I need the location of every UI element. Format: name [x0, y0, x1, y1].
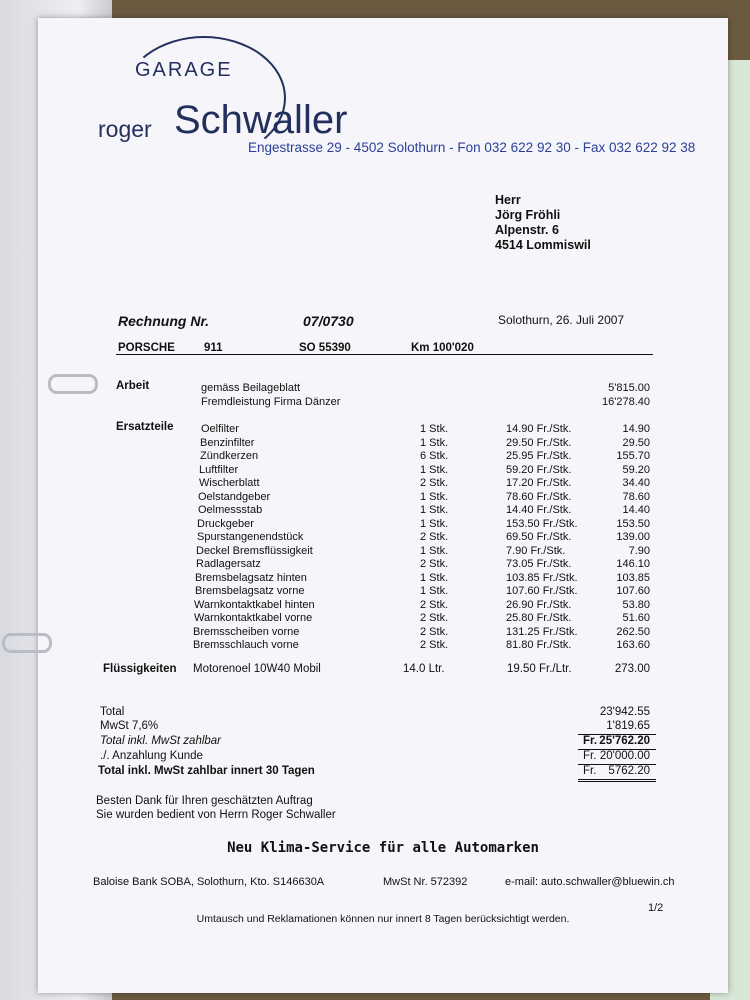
thanks-line-1: Besten Dank für Ihren geschätzten Auftrag — [96, 795, 313, 807]
vehicle-km: Km 100'020 — [411, 342, 474, 354]
part-total: 262.50 — [616, 625, 650, 638]
part-price: 107.60 Fr./Stk. — [506, 585, 578, 597]
thanks-line-2: Sie wurden bedient von Herrn Roger Schwaller — [96, 809, 336, 821]
fluid-price: 19.50 Fr./Ltr. — [507, 663, 572, 675]
part-qty: 1 Stk. — [420, 504, 449, 516]
part-desc: Bremsscheiben vorne — [193, 625, 300, 638]
customer-city: 4514 Lommiswil — [495, 238, 591, 252]
part-price: 14.90 Fr./Stk. — [506, 423, 572, 435]
mwst-value: 1'819.65 — [606, 720, 650, 732]
arbeit-row — [38, 396, 728, 409]
part-price: 26.90 Fr./Stk. — [506, 598, 572, 611]
footer-mwst: MwSt Nr. 572392 — [383, 876, 468, 888]
part-qty: 1 Stk. — [420, 423, 449, 435]
section-ersatzteile: Ersatzteile — [116, 421, 174, 433]
part-price: 25.95 Fr./Stk. — [506, 450, 572, 462]
part-row — [38, 612, 728, 625]
section-arbeit: Arbeit — [116, 380, 150, 392]
part-qty: 2 Stk. — [420, 625, 449, 638]
part-total: 7.90 — [628, 544, 650, 557]
footer-bank: Baloise Bank SOBA, Solothurn, Kto. S146630A — [93, 876, 325, 888]
part-row — [38, 450, 728, 463]
part-qty: 1 Stk. — [420, 585, 449, 597]
vehicle-make: PORSCHE — [118, 342, 175, 354]
fluid-total: 273.00 — [614, 663, 650, 675]
part-row — [38, 477, 728, 490]
part-desc: Bremsbelagsatz hinten — [195, 571, 307, 584]
part-price: 59.20 Fr./Stk. — [506, 463, 572, 476]
part-total: 146.10 — [616, 558, 650, 570]
part-desc: Warnkontaktkabel hinten — [194, 598, 315, 611]
logo-garage: GARAGE — [135, 59, 233, 81]
footer-email: e-mail: auto.schwaller@bluewin.ch — [505, 876, 675, 888]
part-row — [38, 423, 728, 436]
final-currency: Fr. — [583, 765, 597, 777]
invoice-label: Rechnung Nr. — [118, 313, 210, 329]
part-desc: Bremsschlauch vorne — [193, 639, 299, 651]
part-price: 131.25 Fr./Stk. — [506, 625, 578, 638]
part-total: 139.00 — [616, 531, 650, 543]
section-fluessigkeiten: Flüssigkeiten — [103, 663, 177, 675]
arbeit-desc: gemäss Beilageblatt — [201, 382, 301, 394]
part-total: 14.90 — [622, 423, 650, 435]
fluid-row — [38, 663, 728, 676]
part-desc: Radlagersatz — [196, 558, 261, 570]
inkl-label: Total inkl. MwSt zahlbar — [100, 735, 222, 747]
part-total: 153.50 — [616, 517, 650, 530]
mwst-row — [38, 720, 728, 733]
part-qty: 1 Stk. — [420, 571, 449, 584]
part-desc: Druckgeber — [197, 517, 254, 530]
part-row — [38, 504, 728, 517]
footer-notice: Umtausch und Reklamationen können nur innert 8 Tagen berücksichtigt werden. — [196, 913, 570, 925]
part-desc: Oelmessstab — [198, 504, 263, 516]
part-total: 163.60 — [616, 639, 650, 651]
fluid-qty: 14.0 Ltr. — [403, 663, 445, 675]
invoice-number: 07/0730 — [303, 313, 354, 329]
total-label: Total — [100, 706, 125, 718]
part-total: 14.40 — [622, 504, 650, 516]
part-price: 17.20 Fr./Stk. — [506, 477, 572, 489]
part-qty: 2 Stk. — [420, 531, 449, 543]
arbeit-total: 5'815.00 — [608, 382, 650, 394]
part-row — [38, 518, 728, 531]
part-row — [38, 585, 728, 598]
customer-salutation: Herr — [495, 193, 521, 207]
part-price: 7.90 Fr./Stk. — [506, 544, 566, 557]
part-row — [38, 558, 728, 571]
part-total: 107.60 — [616, 585, 650, 597]
part-desc: Zündkerzen — [200, 450, 259, 462]
binder-ring-top — [48, 374, 98, 394]
part-qty: 2 Stk. — [420, 612, 449, 624]
part-desc: Wischerblatt — [199, 477, 260, 489]
letterhead-address: Engestrasse 29 - 4502 Solothurn - Fon 032 622 92 30 - Fax 032 622 92 38 — [248, 140, 696, 155]
anzahlung-label: ./. Anzahlung Kunde — [100, 750, 203, 762]
part-desc: Oelstandgeber — [198, 490, 271, 503]
final-row — [38, 765, 728, 778]
anzahlung-row — [38, 750, 728, 763]
arbeit-row — [38, 382, 728, 395]
part-total: 59.20 — [622, 463, 650, 476]
part-row — [38, 491, 728, 504]
vehicle-plate: SO 55390 — [299, 342, 351, 354]
vehicle-underline — [116, 354, 653, 355]
total-value: 23'942.55 — [599, 706, 650, 718]
part-price: 69.50 Fr./Stk. — [506, 531, 572, 543]
part-desc: Bremsbelagsatz vorne — [195, 585, 305, 597]
part-row — [38, 626, 728, 639]
mwst-label: MwSt 7,6% — [100, 720, 159, 732]
part-qty: 2 Stk. — [420, 558, 449, 570]
part-row — [38, 545, 728, 558]
customer-name: Jörg Fröhli — [495, 208, 561, 222]
part-qty: 2 Stk. — [420, 477, 449, 489]
invoice-sheet — [38, 18, 728, 993]
total-row — [38, 706, 728, 719]
part-total: 103.85 — [616, 571, 650, 584]
part-row — [38, 599, 728, 612]
part-row — [38, 437, 728, 450]
inkl-row — [38, 735, 728, 748]
invoice-date: Solothurn, 26. Juli 2007 — [498, 313, 625, 327]
part-qty: 1 Stk. — [420, 490, 449, 503]
part-price: 103.85 Fr./Stk. — [506, 571, 578, 584]
part-desc: Luftfilter — [199, 463, 239, 476]
part-row — [38, 572, 728, 585]
part-desc: Benzinfilter — [200, 436, 255, 449]
page-number: 1/2 — [648, 902, 664, 914]
part-qty: 2 Stk. — [420, 639, 449, 651]
final-line-2 — [578, 781, 656, 782]
part-price: 73.05 Fr./Stk. — [506, 558, 572, 570]
part-price: 81.80 Fr./Stk. — [506, 639, 572, 651]
anzahlung-currency: Fr. — [583, 750, 597, 762]
part-qty: 6 Stk. — [420, 450, 449, 462]
part-desc: Oelfilter — [201, 423, 239, 435]
part-total: 78.60 — [622, 490, 650, 503]
part-total: 155.70 — [616, 450, 650, 462]
inkl-currency: Fr. — [583, 735, 598, 747]
final-line-1 — [578, 779, 656, 780]
part-desc: Deckel Bremsflüssigkeit — [196, 544, 313, 557]
part-row — [38, 464, 728, 477]
klima-slogan: Neu Klima-Service für alle Automarken — [227, 840, 539, 856]
part-desc: Spurstangenendstück — [197, 531, 304, 543]
part-qty: 1 Stk. — [420, 544, 449, 557]
part-total: 53.80 — [622, 598, 650, 611]
part-qty: 1 Stk. — [420, 436, 449, 449]
arbeit-total: 16'278.40 — [602, 396, 650, 408]
vehicle-model: 911 — [204, 342, 223, 354]
customer-address — [495, 193, 591, 253]
arbeit-desc: Fremdleistung Firma Dänzer — [201, 396, 341, 408]
part-row — [38, 639, 728, 652]
customer-street: Alpenstr. 6 — [495, 223, 559, 237]
inkl-value: 25'762.20 — [599, 735, 650, 747]
part-desc: Warnkontaktkabel vorne — [194, 612, 313, 624]
part-price: 14.40 Fr./Stk. — [506, 504, 572, 516]
part-qty: 1 Stk. — [420, 463, 449, 476]
part-price: 25.80 Fr./Stk. — [506, 612, 572, 624]
final-label: Total inkl. MwSt zahlbar innert 30 Tagen — [98, 765, 315, 777]
part-price: 29.50 Fr./Stk. — [506, 436, 572, 449]
part-qty: 1 Stk. — [420, 517, 449, 530]
binder-ring-bottom — [2, 633, 52, 653]
logo-roger: roger — [98, 116, 152, 142]
part-total: 51.60 — [622, 612, 650, 624]
anzahlung-value: 20'000.00 — [599, 750, 650, 762]
fluid-desc: Motorenoel 10W40 Mobil — [193, 663, 321, 675]
part-total: 34.40 — [622, 477, 650, 489]
final-value: 5762.20 — [608, 765, 650, 777]
part-qty: 2 Stk. — [420, 598, 449, 611]
part-price: 78.60 Fr./Stk. — [506, 490, 572, 503]
part-total: 29.50 — [622, 436, 650, 449]
logo-schwaller: Schwaller — [174, 98, 348, 142]
part-price: 153.50 Fr./Stk. — [506, 517, 578, 530]
part-row — [38, 531, 728, 544]
